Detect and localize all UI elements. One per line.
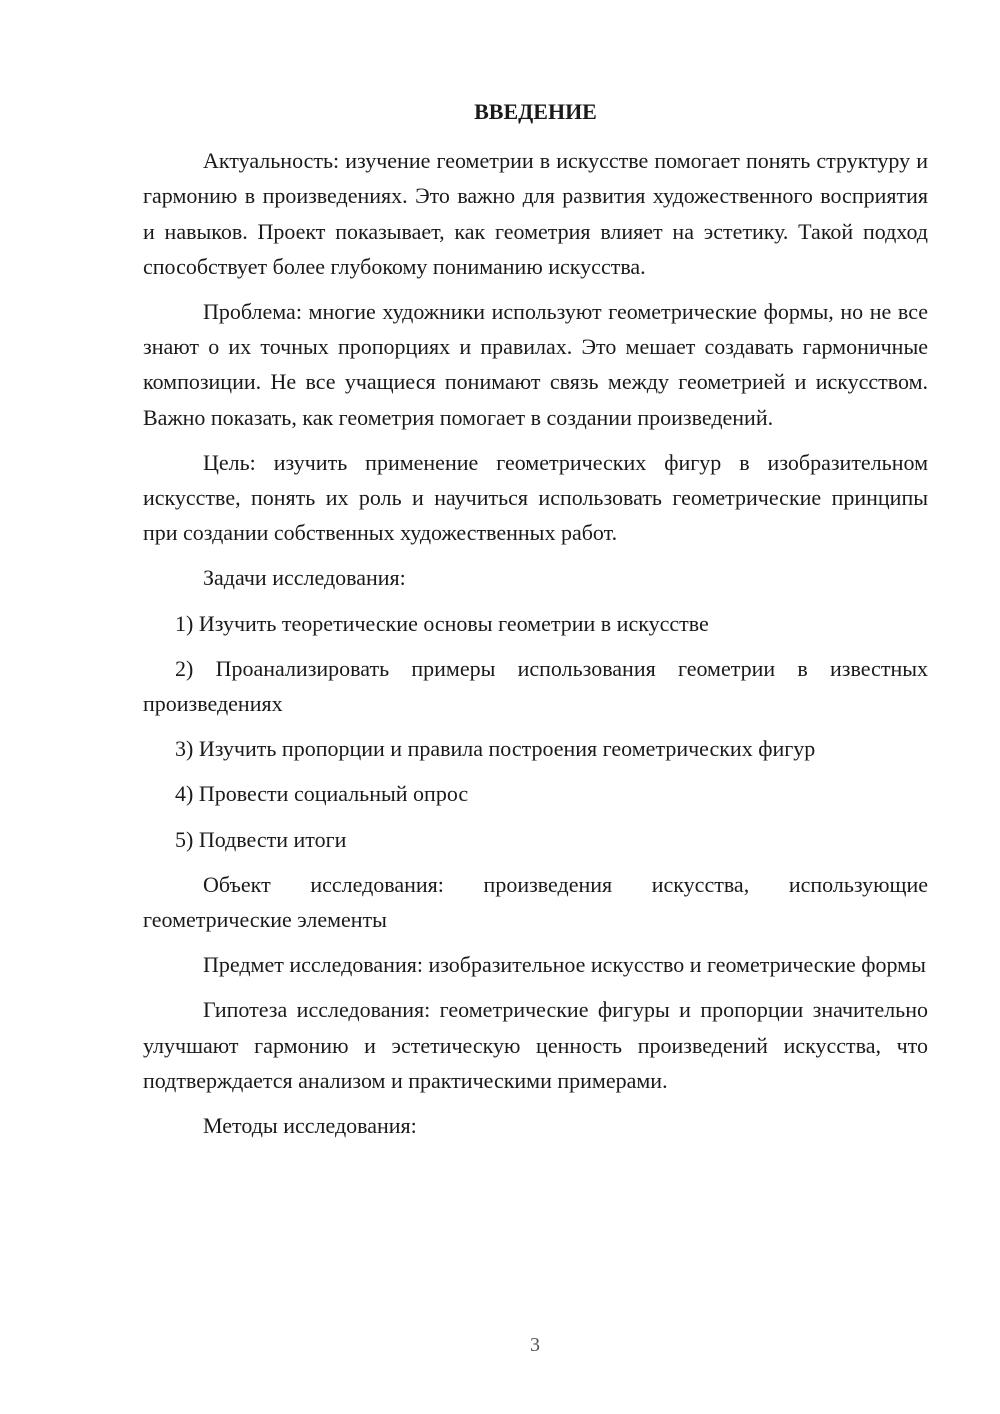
task-item-2: 2) Проанализировать примеры использования геометрии в известных произведениях [143,655,928,717]
section-title: ВВЕДЕНИЕ [474,99,597,124]
paragraph-hypothesis: Гипотеза исследования: геометрические фигуры и пропорции значительно улучшают гармонию и эстетическую ценность произведений искусства, что подтверждается анализом и практическими примерами. [143,997,928,1093]
tasks-heading: Задачи исследования: [203,565,406,591]
page-content [143,94,928,1153]
paragraph-problem: Проблема: многие художники используют геометрические формы, но не все знают о их точных пропорциях и правилах. Это мешает создавать гармоничные композиции. Не все учащиеся понимают связь между геометрией и искусством. Важно показать, как геометрия помогает в создании произведений. [143,299,928,430]
paragraph-methods: Методы исследования: [203,1113,417,1139]
task-item-4: 4) Провести социальный опрос [175,781,469,807]
task-item-1: 1) Изучить теоретические основы геометрии в искусстве [175,610,709,636]
paragraph-subject: Предмет исследования: изобразительное искусство и геометрические формы [203,952,926,978]
paragraph-object: Объект исследования: произведения искусства, использующие геометрические элементы [143,871,928,933]
paragraph-goal: Цель: изучить применение геометрических фигур в изобразительном искусстве, понять их роль и научиться использовать геометрические принципы при создании собственных художественных работ. [143,449,928,546]
task-item-5: 5) Подвести итоги [175,826,347,852]
task-item-3: 3) Изучить пропорции и правила построения геометрических фигур [175,736,816,762]
paragraph-relevance: Актуальность: изучение геометрии в искусстве помогает понять структуру и гармонию в произведениях. Это важно для развития художественного восприятия и навыков. Проект показывает, как геометрия влияет на эстетику. Такой подход способствует более глубокому пониманию искусства. [143,148,928,279]
page-number: 3 [530,1334,540,1356]
